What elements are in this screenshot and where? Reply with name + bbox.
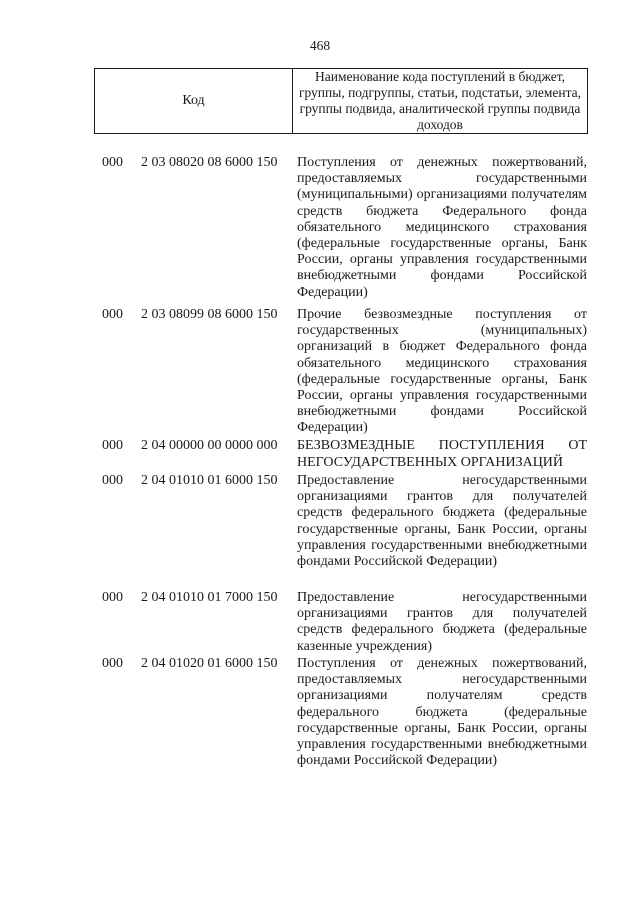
budget-code: 2 03 08099 08 6000 150 (141, 307, 278, 322)
admin-code: 000 (102, 590, 123, 605)
code-description: Предоставление негосударственными организациями грантов для получателей средств федерального бюджета (федеральные казенные учреждения) (297, 590, 587, 654)
column-header-name: Наименование кода поступлений в бюджет, группы, подгруппы, статьи, подстатьи, элемента, группы подвида, аналитической группы подвида доходов (298, 69, 582, 132)
code-description: Предоставление негосударственными организациями грантов для получателей средств федерального бюджета (федеральные государственные органы, Банк России, органы управления государственными внебюджетными фондами Российской Федерации) (297, 473, 587, 570)
admin-code: 000 (102, 438, 123, 453)
code-description: БЕЗВОЗМЕЗДНЫЕ ПОСТУПЛЕНИЯ ОТ НЕГОСУДАРСТВЕННЫХ ОРГАНИЗАЦИЙ (297, 438, 587, 470)
admin-code: 000 (102, 307, 123, 322)
budget-code: 2 03 08020 08 6000 150 (141, 155, 278, 170)
budget-code: 2 04 01010 01 7000 150 (141, 590, 278, 605)
budget-code: 2 04 01020 01 6000 150 (141, 656, 278, 671)
budget-code: 2 04 00000 00 0000 000 (141, 438, 278, 453)
code-description: Поступления от денежных пожертвований, предоставляемых государственными (муниципальными) организациями получателям средств бюджета Федерального фонда обязательного медицинского страхования (федеральные государственные органы, Банк России, органы управления государственными внебюджетными фондами Российской Федерации) (297, 155, 587, 300)
column-header-code: Код (95, 69, 293, 133)
code-description: Прочие безвозмездные поступления от государственных (муниципальных) организаций в бюджет Федерального фонда обязательного медицинского страхования (федеральные государственные органы, Банк России, органы управления государственными внебюджетными фондами Российской Федерации) (297, 307, 587, 436)
page-number: 468 (309, 38, 331, 53)
table-header (94, 68, 588, 134)
budget-code: 2 04 01010 01 6000 150 (141, 473, 278, 488)
code-description: Поступления от денежных пожертвований, предоставляемых негосударственными организациями получателям средств федерального бюджета (федеральные государственные органы, Банк России, органы управления государственными внебюджетными фондами Российской Федерации) (297, 656, 587, 769)
admin-code: 000 (102, 155, 123, 170)
admin-code: 000 (102, 656, 123, 671)
admin-code: 000 (102, 473, 123, 488)
